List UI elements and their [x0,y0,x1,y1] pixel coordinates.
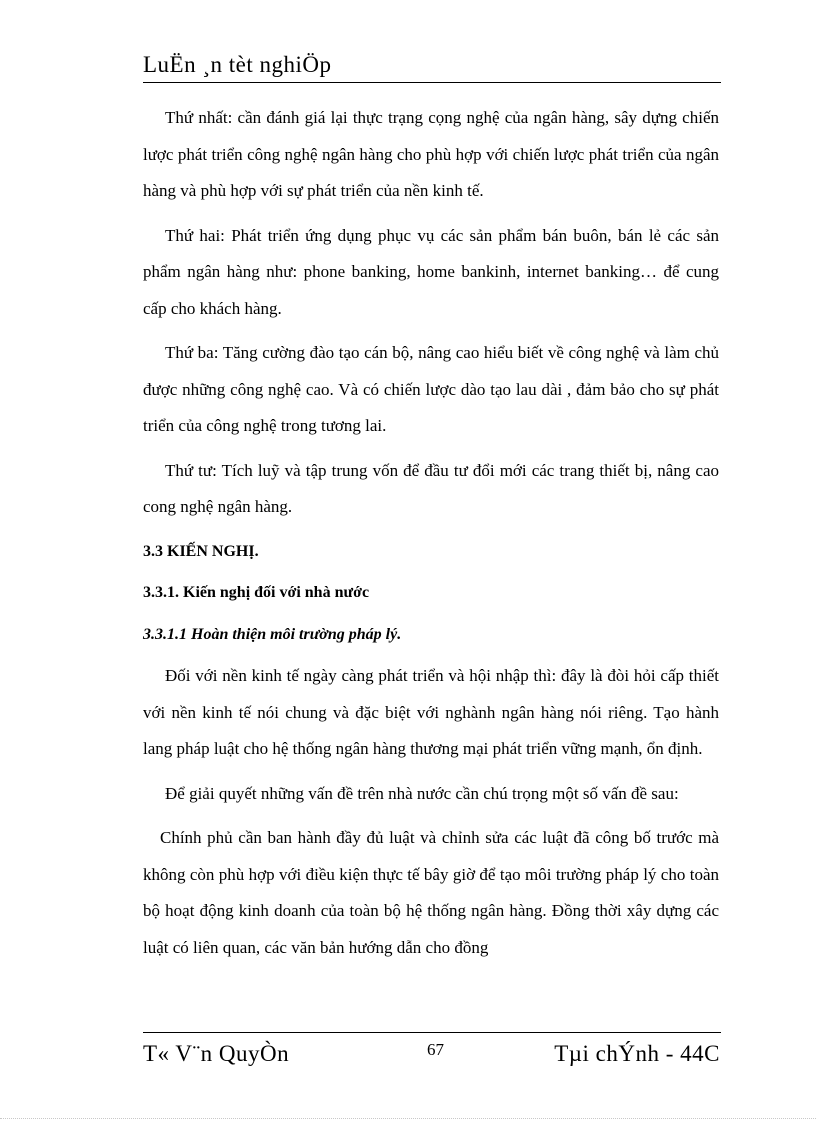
header-divider [143,82,721,83]
paragraph-thu-tu: Thứ tư: Tích luỹ và tập trung vốn để đầu tư đổi mới các trang thiết bị, nâng cao cong nghệ ngân hàng. [143,460,719,516]
paragraph-doi-voi-nen-kinh-te: Đối với nền kinh tế ngày càng phát triển và hội nhập thì: đây là đòi hỏi cấp thiết với nền kinh tế nói chung và đặc biệt với nghành ngân hàng nói riêng. Tạo hành lang pháp luật cho hệ thống ngân hàng thương mại phát triển vững mạnh, ổn định. [143,666,719,758]
footer-author: T« V¨n QuyÒn [143,1041,290,1066]
paragraph-de-giai-quyet: Để giải quyết những vấn đề trên nhà nước cần chú trọng một số vấn đề sau: [165,783,679,803]
subsubsection-heading-moi-truong-phap-ly: 3.3.1.1 Hoàn thiện môi trường pháp lý. [143,625,402,643]
paragraph-thu-ba: Thứ ba: Tăng cường đào tạo cán bộ, nâng cao hiểu biết về công nghệ và làm chủ được những công nghệ cao. Và có chiến lược dào tạo lau dài , đảm bảo cho sự phát triển của công nghệ trong tương lai. [143,343,719,435]
footer-class-label: Tµi chÝnh - 44C [554,1041,720,1066]
paragraph-thu-hai: Thứ hai: Phát triển ứng dụng phục vụ các sản phẩm bán buôn, bán lẻ các sản phẩm ngân hàng như: phone banking, home bankinh, internet banking… để cung cấp cho khách hàng. [143,225,719,318]
subsection-heading-nha-nuoc: 3.3.1. Kiến nghị đối với nhà nước [143,584,370,601]
section-heading-kien-nghi: 3.3 KIẾN NGHỊ. [143,542,259,560]
paragraph-chinh-phu: Chính phủ cần ban hành đầy đủ luật và chỉnh sửa các luật đã công bố trước mà không còn phù hợp với điều kiện thực tế bây giờ để tạo môi trường pháp lý cho toàn bộ hoạt động kinh doanh của toàn bộ hệ thống ngân hàng. Đồng thời xây dựng các luật có liên quan, các văn bản hướng dẫn cho đồng [143,828,719,957]
page-body [143,100,719,974]
page-number: 67 [427,1040,444,1059]
footer-divider [143,1032,721,1033]
paragraph-thu-nhat: Thứ nhất: cần đánh giá lại thực trạng cọng nghệ của ngân hàng, sây dựng chiến lược phát triển công nghệ ngân hàng cho phù hợp với chiến lược phát triển của ngân hàng và phù hợp với sự phát triển của nền kinh tế. [143,108,719,200]
page-edge-divider [0,1118,816,1119]
running-header-title: LuËn ¸n tèt nghiÖp [143,52,332,77]
